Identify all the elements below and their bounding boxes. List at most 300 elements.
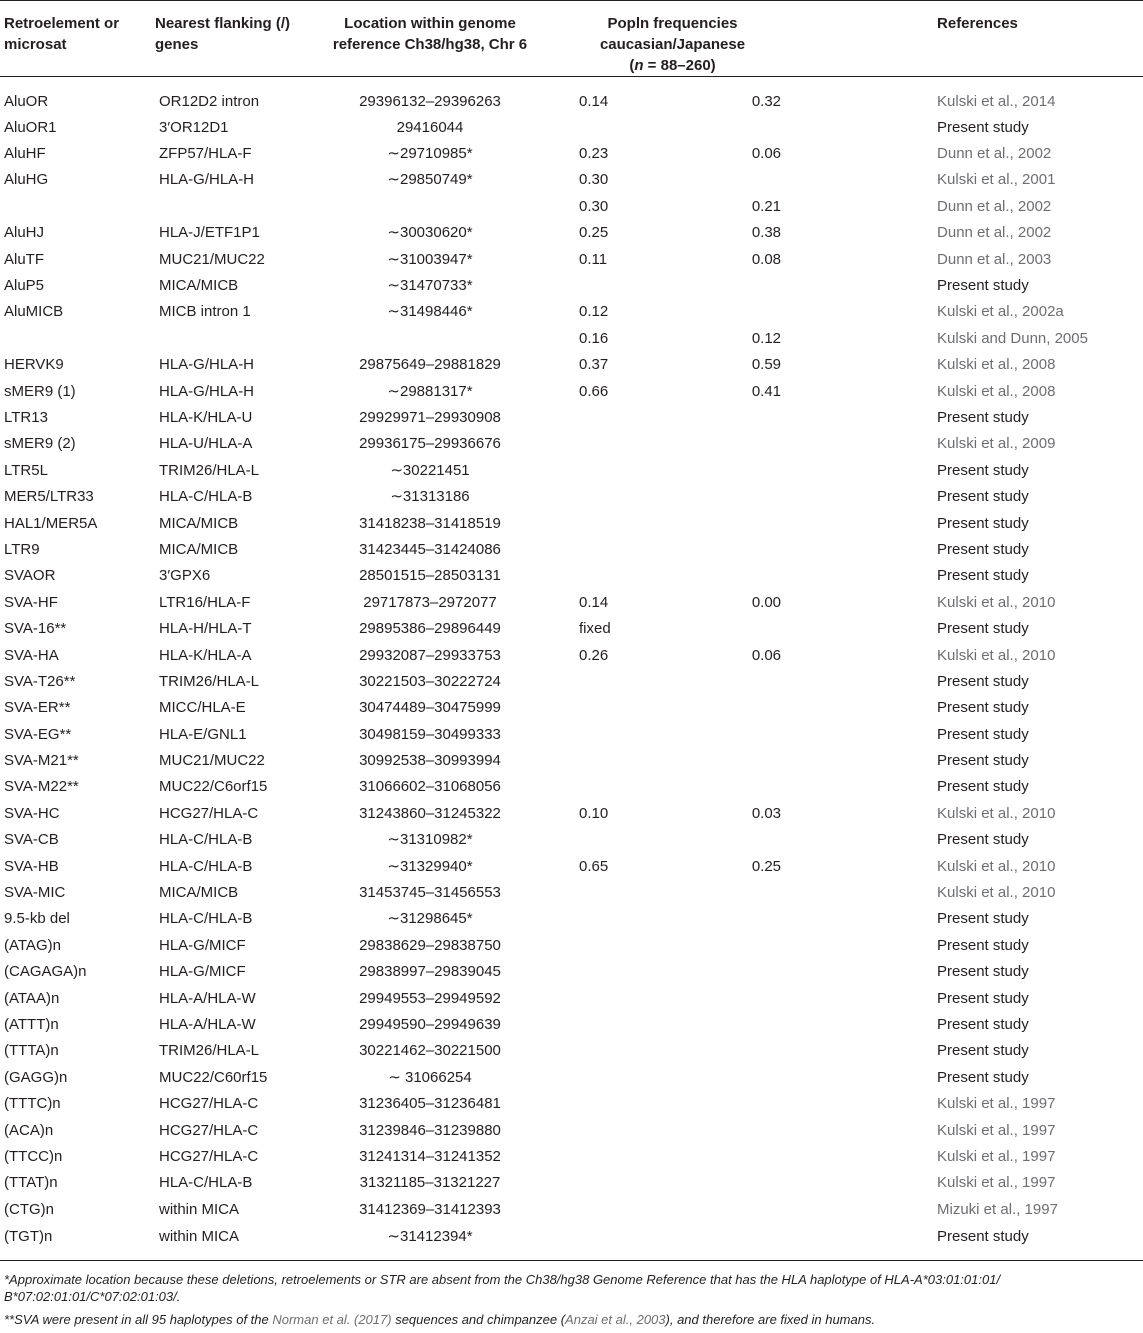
cell-reference[interactable]: Kulski et al., 2008 — [937, 382, 1056, 400]
cell-flanking-genes: TRIM26/HLA-L — [159, 461, 260, 479]
cell-retroelement: AluOR — [4, 92, 49, 110]
cell-retroelement: SVA-HC — [4, 804, 60, 822]
cell-freq-caucasian — [550, 959, 680, 985]
table-row — [0, 167, 1143, 193]
cell-flanking-genes: HLA-C/HLA-B — [159, 910, 253, 928]
cell-freq-japanese — [680, 1012, 805, 1038]
cell-freq-caucasian — [550, 695, 680, 721]
cell-retroelement: HAL1/MER5A — [4, 514, 98, 532]
cell-retroelement: LTR9 — [4, 540, 40, 558]
cell-freq-caucasian — [550, 906, 680, 932]
cell-retroelement: SVA-HB — [4, 857, 59, 875]
table-row — [0, 933, 1143, 959]
cell-location: ∼30221451 — [390, 461, 470, 479]
cell-flanking-genes: MUC22/C60rf15 — [159, 1068, 268, 1086]
cell-reference[interactable]: Kulski et al., 2010 — [937, 857, 1056, 875]
table-row — [0, 405, 1143, 431]
cell-retroelement: (ATTT)n — [4, 1015, 59, 1033]
cell-flanking-genes: HLA-C/HLA-B — [159, 488, 253, 506]
table-row — [0, 563, 1143, 589]
cell-flanking-genes: 3′OR12D1 — [159, 118, 229, 136]
cell-retroelement: SVA-M22** — [4, 778, 79, 796]
cell-retroelement: SVAOR — [4, 567, 56, 585]
cell-location: 31423445–31424086 — [359, 540, 501, 558]
cell-reference: Present study — [937, 567, 1029, 585]
table-row — [0, 1117, 1143, 1143]
cell-flanking-genes: OR12D2 intron — [159, 92, 260, 110]
cell-flanking-genes: HLA-K/HLA-A — [159, 646, 252, 664]
cell-freq-japanese — [680, 748, 805, 774]
cell-location: ∼29850749* — [387, 171, 473, 189]
cell-reference[interactable]: Kulski et al., 2010 — [937, 593, 1056, 611]
cell-flanking-genes: MUC21/MUC22 — [159, 752, 265, 770]
table-row — [0, 537, 1143, 563]
cell-reference: Present study — [937, 936, 1029, 954]
anzai-link[interactable]: Anzai et al., 2003 — [565, 1312, 666, 1328]
cell-freq-japanese — [680, 510, 805, 536]
cell-reference[interactable]: Kulski et al., 2009 — [937, 435, 1056, 453]
cell-flanking-genes: MICA/MICB — [159, 884, 239, 902]
table-row — [0, 141, 1143, 167]
cell-location: 31321185–31321227 — [359, 1174, 501, 1192]
cell-freq-caucasian: 0.25 — [579, 224, 609, 242]
cell-freq-caucasian — [550, 1038, 680, 1064]
cell-flanking-genes: HLA-U/HLA-A — [159, 435, 253, 453]
cell-retroelement: SVA-MIC — [4, 884, 66, 902]
cell-location: ∼31313186 — [390, 488, 470, 506]
cell-reference: Present study — [937, 699, 1029, 717]
cell-location — [310, 194, 550, 220]
cell-flanking-genes: LTR16/HLA-F — [159, 593, 251, 611]
footnotes — [0, 1261, 1143, 1328]
cell-retroelement: SVA-T26** — [4, 672, 76, 690]
table-row — [0, 484, 1143, 510]
table-row — [0, 1197, 1143, 1223]
cell-freq-caucasian — [550, 1223, 680, 1261]
table-body — [0, 77, 1143, 1261]
cell-retroelement: AluHG — [4, 171, 49, 189]
cell-freq-japanese — [680, 1065, 805, 1091]
cell-flanking-genes — [155, 194, 310, 220]
cell-reference: Present study — [937, 620, 1029, 638]
cell-freq-japanese: 0.21 — [751, 197, 782, 215]
cell-location: 29396132–29396263 — [359, 92, 501, 110]
cell-flanking-genes: HLA-E/GNL1 — [159, 725, 247, 743]
cell-flanking-genes: HLA-G/MICF — [159, 936, 246, 954]
cell-reference[interactable]: Kulski et al., 2002a — [937, 303, 1064, 321]
cell-retroelement: AluTF — [4, 250, 45, 268]
cell-flanking-genes: HLA-G/MICF — [159, 963, 246, 981]
cell-reference[interactable]: Mizuki et al., 1997 — [937, 1200, 1058, 1218]
cell-freq-japanese — [680, 774, 805, 800]
table-row — [0, 1144, 1143, 1170]
cell-location: 29416044 — [396, 118, 464, 136]
cell-retroelement: (ATAG)n — [4, 936, 61, 954]
cell-retroelement: SVA-EG** — [4, 725, 72, 743]
cell-freq-japanese — [680, 1144, 805, 1170]
cell-location: ∼31329940* — [387, 857, 473, 875]
cell-flanking-genes: HLA-C/HLA-B — [159, 857, 253, 875]
cell-location: 29932087–29933753 — [359, 646, 501, 664]
cell-reference: Present study — [937, 118, 1029, 136]
cell-flanking-genes: HLA-J/ETF1P1 — [159, 224, 260, 242]
cell-retroelement: sMER9 (1) — [4, 382, 76, 400]
table-row — [0, 827, 1143, 853]
cell-location: 31418238–31418519 — [359, 514, 501, 532]
cell-flanking-genes: HCG27/HLA-C — [159, 804, 259, 822]
table-row — [0, 246, 1143, 272]
cell-freq-japanese — [680, 273, 805, 299]
cell-reference: Present study — [937, 963, 1029, 981]
cell-flanking-genes: within MICA — [159, 1227, 240, 1245]
cell-flanking-genes: HCG27/HLA-C — [159, 1147, 259, 1165]
table-row — [0, 774, 1143, 800]
cell-retroelement: AluMICB — [4, 303, 64, 321]
cell-location: 31239846–31239880 — [359, 1121, 501, 1139]
cell-location: 29838629–29838750 — [359, 936, 501, 954]
cell-freq-caucasian — [550, 431, 680, 457]
cell-location: 31066602–31068056 — [359, 778, 501, 796]
cell-freq-japanese: 0.38 — [751, 224, 782, 242]
table-row — [0, 352, 1143, 378]
cell-flanking-genes: TRIM26/HLA-L — [159, 1042, 260, 1060]
cell-freq-japanese — [680, 616, 805, 642]
cell-location: ∼31412394* — [387, 1227, 473, 1245]
cell-freq-caucasian — [550, 484, 680, 510]
cell-flanking-genes: TRIM26/HLA-L — [159, 672, 260, 690]
cell-flanking-genes: HLA-G/HLA-H — [159, 171, 255, 189]
cell-reference: Present study — [937, 461, 1029, 479]
cell-freq-japanese — [680, 431, 805, 457]
table-row — [0, 431, 1143, 457]
cell-freq-japanese — [680, 1197, 805, 1223]
cell-reference: Present study — [937, 1227, 1029, 1245]
cell-flanking-genes: HCG27/HLA-C — [159, 1121, 259, 1139]
cell-retroelement — [0, 194, 155, 220]
cell-reference[interactable]: Kulski et al., 2014 — [937, 92, 1056, 110]
cell-reference: Present study — [937, 831, 1029, 849]
cell-freq-caucasian: 0.11 — [579, 250, 608, 268]
cell-location: 29717873–2972077 — [363, 593, 497, 611]
cell-freq-japanese — [680, 405, 805, 431]
cell-freq-caucasian — [550, 115, 680, 141]
table-row — [0, 880, 1143, 906]
header-row — [0, 1, 1143, 77]
cell-freq-caucasian: 0.30 — [579, 171, 609, 189]
cell-freq-japanese — [680, 933, 805, 959]
cell-location: ∼31003947* — [387, 250, 473, 268]
cell-freq-japanese — [680, 1038, 805, 1064]
cell-location: 29895386–29896449 — [359, 620, 501, 638]
cell-freq-caucasian — [550, 405, 680, 431]
cell-flanking-genes: MICC/HLA-E — [159, 699, 246, 717]
cell-retroelement: sMER9 (2) — [4, 435, 76, 453]
cell-freq-caucasian: 0.30 — [579, 197, 609, 215]
cell-location: 30474489–30475999 — [359, 699, 501, 717]
table-row — [0, 906, 1143, 932]
cell-reference[interactable]: Kulski and Dunn, 2005 — [937, 329, 1088, 347]
cell-flanking-genes: MICB intron 1 — [159, 303, 251, 321]
cell-freq-japanese — [680, 721, 805, 747]
cell-freq-japanese — [680, 1170, 805, 1196]
cell-freq-caucasian — [550, 537, 680, 563]
table-row — [0, 959, 1143, 985]
cell-flanking-genes: HLA-H/HLA-T — [159, 620, 252, 638]
cell-location: ∼31470733* — [387, 277, 473, 295]
cell-location: 29949590–29949639 — [359, 1015, 501, 1033]
cell-reference: Present study — [937, 514, 1029, 532]
cell-retroelement: MER5/LTR33 — [4, 488, 94, 506]
cell-location: ∼31298645* — [387, 910, 473, 928]
cell-reference: Present study — [937, 752, 1029, 770]
cell-location: 30992538–30993994 — [359, 752, 501, 770]
header-flanking-genes: Nearest flanking (/) genes — [155, 1, 310, 77]
cell-retroelement: (TTTA)n — [4, 1042, 59, 1060]
table-row — [0, 510, 1143, 536]
table-row — [0, 801, 1143, 827]
cell-location: 31243860–31245322 — [359, 804, 501, 822]
cell-freq-japanese — [680, 985, 805, 1011]
cell-freq-japanese — [680, 695, 805, 721]
header-frequencies — [550, 1, 805, 77]
cell-freq-caucasian: 0.16 — [579, 329, 609, 347]
cell-flanking-genes: within MICA — [159, 1200, 240, 1218]
cell-reference[interactable]: Kulski et al., 2008 — [937, 356, 1056, 374]
cell-freq-japanese — [680, 959, 805, 985]
cell-freq-japanese — [680, 1223, 805, 1261]
cell-location: 29929971–29930908 — [359, 408, 501, 426]
cell-reference: Present study — [937, 408, 1029, 426]
cell-freq-caucasian — [550, 827, 680, 853]
table-row — [0, 1012, 1143, 1038]
cell-reference[interactable]: Dunn et al., 2003 — [937, 250, 1052, 268]
cell-location: ∼ 31066254 — [388, 1068, 472, 1086]
cell-flanking-genes — [155, 326, 310, 352]
cell-freq-caucasian — [550, 273, 680, 299]
cell-reference[interactable]: Kulski et al., 2010 — [937, 804, 1056, 822]
cell-reference[interactable]: Kulski et al., 1997 — [937, 1095, 1056, 1113]
cell-retroelement: AluOR1 — [4, 118, 57, 136]
cell-freq-caucasian: 0.26 — [579, 646, 609, 664]
cell-flanking-genes: ZFP57/HLA-F — [159, 145, 252, 163]
header-location: Location within genome reference Ch38/hg38, Chr 6 — [310, 1, 550, 77]
cell-reference: Present study — [937, 910, 1029, 928]
cell-location — [310, 326, 550, 352]
cell-freq-japanese — [680, 484, 805, 510]
cell-freq-japanese: 0.00 — [751, 593, 782, 611]
cell-freq-caucasian: 0.14 — [579, 92, 609, 110]
cell-retroelement: (CAGAGA)n — [4, 963, 87, 981]
cell-retroelement: 9.5-kb del — [4, 910, 70, 928]
cell-reference[interactable]: Dunn et al., 2002 — [937, 197, 1052, 215]
cell-location: 31236405–31236481 — [359, 1095, 501, 1113]
cell-location: 29875649–29881829 — [359, 356, 501, 374]
norman-link[interactable]: Norman et al. (2017) — [272, 1312, 392, 1328]
cell-location: ∼30030620* — [387, 224, 473, 242]
cell-location: 28501515–28503131 — [359, 567, 501, 585]
cell-freq-caucasian: 0.12 — [579, 303, 609, 321]
cell-freq-caucasian — [550, 985, 680, 1011]
table-row — [0, 1065, 1143, 1091]
header-frequencies-label: Popln frequencies caucasian/Japanese — [599, 15, 746, 53]
cell-freq-caucasian — [550, 880, 680, 906]
cell-flanking-genes: HLA-K/HLA-U — [159, 408, 253, 426]
footnote-approximate: *Approximate location because these deletions, retroelements or STR are absent from the Ch38/hg38 Genome Reference that has the HLA haplotype of HLA-A*03:01:01:01/ B*07:02:01:01/C*07:02:01:03/. — [4, 1272, 1001, 1305]
cell-reference: Present study — [937, 778, 1029, 796]
cell-freq-caucasian: 0.65 — [579, 857, 609, 875]
cell-location: 29949553–29949592 — [359, 989, 501, 1007]
cell-reference: Present study — [937, 672, 1029, 690]
table-row — [0, 669, 1143, 695]
cell-freq-caucasian — [550, 774, 680, 800]
cell-freq-japanese — [680, 299, 805, 325]
cell-flanking-genes: HLA-A/HLA-W — [159, 1015, 256, 1033]
cell-freq-japanese — [680, 167, 805, 193]
cell-freq-caucasian: 0.23 — [579, 145, 609, 163]
table-row — [0, 616, 1143, 642]
cell-freq-japanese: 0.06 — [751, 646, 782, 664]
cell-reference: Present study — [937, 277, 1029, 295]
cell-freq-japanese: 0.59 — [751, 356, 782, 374]
cell-reference[interactable]: Kulski et al., 2010 — [937, 884, 1056, 902]
cell-retroelement: (TTCC)n — [4, 1147, 63, 1165]
footnote-sva: **SVA were present in all 95 haplotypes of the Norman et al. (2017) sequences and chimpanzee (Anzai et al., 2003), and therefore are fixed in humans. — [4, 1312, 876, 1328]
cell-reference: Present study — [937, 725, 1029, 743]
cell-freq-caucasian — [550, 1065, 680, 1091]
table-row — [0, 853, 1143, 879]
cell-location: 30221503–30222724 — [359, 672, 501, 690]
cell-freq-caucasian: fixed — [579, 620, 611, 638]
cell-location: 31241314–31241352 — [359, 1147, 501, 1165]
cell-freq-japanese — [680, 906, 805, 932]
cell-location: ∼29710985* — [387, 145, 473, 163]
table-row — [0, 220, 1143, 246]
cell-flanking-genes: HLA-C/HLA-B — [159, 831, 253, 849]
table-row — [0, 299, 1143, 325]
cell-flanking-genes: MICA/MICB — [159, 277, 239, 295]
cell-location: 31453745–31456553 — [359, 884, 501, 902]
cell-reference[interactable]: Dunn et al., 2002 — [937, 224, 1052, 242]
cell-flanking-genes: MUC22/C6orf15 — [159, 778, 268, 796]
cell-retroelement: SVA-M21** — [4, 752, 79, 770]
cell-freq-caucasian: 0.14 — [579, 593, 609, 611]
cell-freq-japanese: 0.08 — [751, 250, 782, 268]
cell-freq-japanese — [680, 1117, 805, 1143]
table-row — [0, 721, 1143, 747]
cell-reference: Present study — [937, 1068, 1029, 1086]
cell-freq-japanese — [680, 115, 805, 141]
table-row — [0, 378, 1143, 404]
cell-reference: Present study — [937, 989, 1029, 1007]
table-row — [0, 326, 1143, 352]
cell-retroelement — [0, 326, 155, 352]
cell-freq-caucasian — [550, 1170, 680, 1196]
table-row — [0, 115, 1143, 141]
cell-freq-japanese — [680, 1091, 805, 1117]
cell-freq-caucasian — [550, 1012, 680, 1038]
cell-freq-caucasian — [550, 1117, 680, 1143]
cell-freq-japanese — [680, 458, 805, 484]
cell-flanking-genes: MICA/MICB — [159, 514, 239, 532]
cell-retroelement: HERVK9 — [4, 356, 64, 374]
cell-freq-caucasian — [550, 933, 680, 959]
cell-reference[interactable]: Kulski et al., 2010 — [937, 646, 1056, 664]
cell-reference: Present study — [937, 540, 1029, 558]
cell-freq-caucasian — [550, 1197, 680, 1223]
cell-freq-japanese — [680, 563, 805, 589]
table-row — [0, 194, 1143, 220]
cell-retroelement: (TGT)n — [4, 1227, 53, 1245]
table-row — [0, 748, 1143, 774]
header-n-range: (n = 88–260) — [629, 57, 716, 74]
cell-location: 31412369–31412393 — [359, 1200, 501, 1218]
cell-retroelement: (CTG)n — [4, 1200, 54, 1218]
cell-retroelement: LTR5L — [4, 461, 48, 479]
cell-freq-japanese — [680, 827, 805, 853]
cell-freq-japanese: 0.06 — [751, 145, 782, 163]
table-row — [0, 695, 1143, 721]
cell-freq-japanese: 0.12 — [751, 329, 782, 347]
cell-reference: Present study — [937, 1015, 1029, 1033]
cell-freq-caucasian — [550, 721, 680, 747]
cell-freq-caucasian — [550, 1091, 680, 1117]
cell-retroelement: LTR13 — [4, 408, 48, 426]
table-row — [0, 1091, 1143, 1117]
cell-flanking-genes: HCG27/HLA-C — [159, 1095, 259, 1113]
table-row — [0, 985, 1143, 1011]
cell-retroelement: (ATAA)n — [4, 989, 60, 1007]
cell-freq-japanese: 0.32 — [751, 92, 782, 110]
header-references: References — [805, 1, 1143, 77]
cell-retroelement: SVA-16** — [4, 620, 67, 638]
cell-reference[interactable]: Kulski et al., 2001 — [937, 171, 1056, 189]
cell-retroelement: SVA-HF — [4, 593, 58, 611]
cell-retroelement: SVA-HA — [4, 646, 59, 664]
cell-freq-japanese — [680, 537, 805, 563]
cell-freq-caucasian — [550, 458, 680, 484]
cell-location: 30498159–30499333 — [359, 725, 501, 743]
cell-reference[interactable]: Kulski et al., 1997 — [937, 1174, 1056, 1192]
cell-reference[interactable]: Dunn et al., 2002 — [937, 145, 1052, 163]
cell-location: 30221462–30221500 — [359, 1042, 501, 1060]
cell-freq-caucasian: 0.66 — [579, 382, 609, 400]
cell-reference[interactable]: Kulski et al., 1997 — [937, 1121, 1056, 1139]
cell-freq-caucasian — [550, 563, 680, 589]
table-row — [0, 590, 1143, 616]
cell-location: ∼31310982* — [387, 831, 473, 849]
cell-location: 29936175–29936676 — [359, 435, 501, 453]
cell-flanking-genes: HLA-G/HLA-H — [159, 356, 255, 374]
cell-location: ∼31498446* — [387, 303, 473, 321]
cell-freq-japanese: 0.41 — [751, 382, 782, 400]
cell-retroelement: (ACA)n — [4, 1121, 54, 1139]
cell-flanking-genes: HLA-A/HLA-W — [159, 989, 256, 1007]
cell-retroelement: (TTTC)n — [4, 1095, 61, 1113]
table-row — [0, 77, 1143, 115]
cell-location: ∼29881317* — [387, 382, 473, 400]
table-row — [0, 1223, 1143, 1261]
cell-flanking-genes: HLA-G/HLA-H — [159, 382, 255, 400]
cell-freq-caucasian — [550, 1144, 680, 1170]
cell-retroelement: (TTAT)n — [4, 1174, 58, 1192]
cell-retroelement: SVA-CB — [4, 831, 59, 849]
cell-freq-japanese — [680, 669, 805, 695]
table-row — [0, 458, 1143, 484]
cell-freq-caucasian: 0.10 — [579, 804, 609, 822]
cell-reference[interactable]: Kulski et al., 1997 — [937, 1147, 1056, 1165]
cell-retroelement: AluHJ — [4, 224, 45, 242]
table-row — [0, 1038, 1143, 1064]
